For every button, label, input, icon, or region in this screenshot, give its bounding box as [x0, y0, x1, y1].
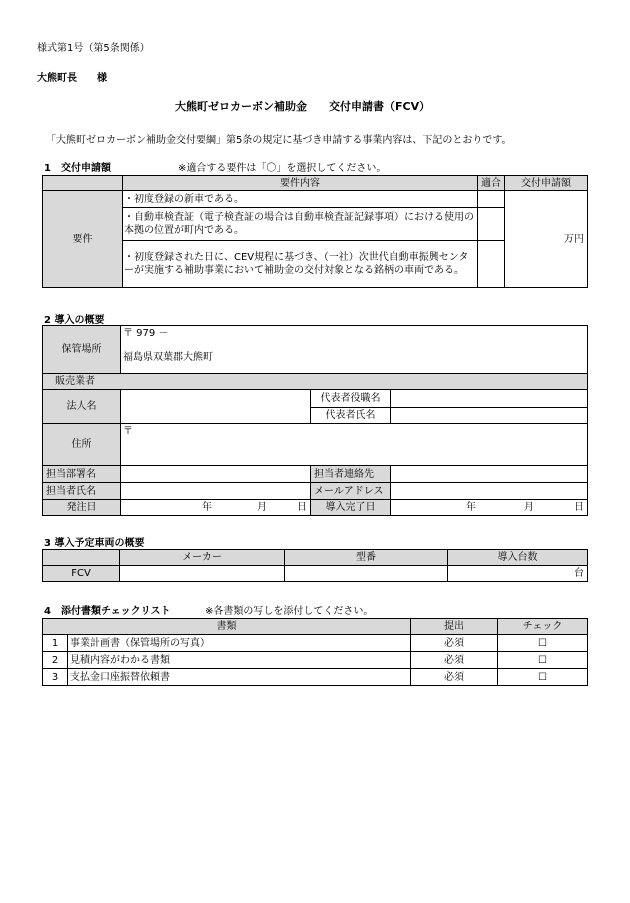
person-cell[interactable]	[121, 483, 311, 500]
doc-name: 事業計画書（保管場所の写真）	[68, 635, 411, 652]
requirements-table	[42, 175, 588, 288]
email-label: メールアドレス	[311, 483, 391, 500]
maker-header: メーカー	[120, 550, 285, 566]
checkbox[interactable]: ☐	[498, 669, 588, 686]
address-postal: 〒	[123, 426, 133, 437]
count-cell[interactable]	[448, 566, 588, 582]
fit-3-cell[interactable]	[478, 241, 505, 288]
amount-cell[interactable]	[505, 191, 588, 288]
vehicle-header-blank	[43, 550, 120, 566]
person-label: 担当者氏名	[43, 483, 121, 500]
storage-postal: 〒 979 －	[123, 328, 169, 339]
form-number: 様式第1号（第5条関係）	[37, 43, 150, 54]
doc-name: 支払金口座振替依頼書	[68, 669, 411, 686]
done-date-label: 導入完了日	[311, 500, 391, 516]
order-date-label: 発注日	[43, 500, 121, 516]
header-blank	[43, 176, 123, 191]
storage-cell[interactable]	[121, 326, 588, 374]
order-month: 月	[257, 502, 267, 513]
header-amount: 交付申請額	[505, 176, 588, 191]
model-cell[interactable]	[285, 566, 448, 582]
storage-address: 福島県双葉郡大熊町	[123, 352, 213, 363]
row-number: 2	[43, 652, 68, 669]
dealer-heading: 販売業者	[43, 374, 588, 390]
header-fit: 適合	[478, 176, 505, 191]
section4-note: ※各書類の写しを添付してください。	[205, 606, 374, 617]
done-date-cell[interactable]	[391, 500, 588, 516]
requirement-1: ・初度登録の新車である。	[123, 191, 478, 208]
corp-name-label: 法人名	[43, 390, 121, 424]
dept-cell[interactable]	[121, 466, 311, 483]
done-day: 日	[574, 502, 584, 513]
submit-header: 提出	[411, 619, 498, 635]
fit-1-cell[interactable]	[478, 191, 505, 208]
overview-table	[42, 325, 588, 516]
table-row	[43, 652, 588, 669]
requirements-label: 要件	[43, 191, 123, 288]
submit-status: 必須	[411, 669, 498, 686]
doc-name: 見積内容がわかる書類	[68, 652, 411, 669]
section2-heading: 2 導入の概要	[44, 315, 105, 326]
checkbox[interactable]: ☐	[498, 635, 588, 652]
vehicle-table	[42, 549, 588, 582]
submit-status: 必須	[411, 652, 498, 669]
page-title: 大熊町ゼロカーボン補助金 交付申請書（FCV）	[175, 100, 431, 113]
section1-note: ※適合する要件は「〇」を選択してください。	[178, 163, 387, 174]
fit-2-cell[interactable]	[478, 208, 505, 241]
section4-heading: 4 添付書類チェックリスト	[44, 606, 171, 617]
row-number: 1	[43, 635, 68, 652]
contact-label: 担当者連絡先	[311, 466, 391, 483]
corp-name-cell[interactable]	[121, 390, 311, 424]
count-header: 導入台数	[448, 550, 588, 566]
addressee: 大熊町長 様	[37, 73, 107, 84]
submit-status: 必須	[411, 635, 498, 652]
checkbox[interactable]: ☐	[498, 652, 588, 669]
amount-unit: 万円	[564, 233, 584, 245]
order-year: 年	[202, 502, 212, 513]
order-day: 日	[297, 502, 307, 513]
storage-label: 保管場所	[43, 326, 121, 374]
header-requirements: 要件内容	[123, 176, 478, 191]
requirement-2: ・自動車検査証（電子検査証の場合は自動車検査証記録事項）における使用の本拠の位置が町内である。	[123, 208, 478, 241]
section1-heading: 1 交付申請額	[44, 163, 111, 174]
intro-text: 「大熊町ゼロカーボン補助金交付要綱」第5条の規定に基づき申請する事業内容は、下記のとおりです。	[46, 135, 512, 146]
row-number: 3	[43, 669, 68, 686]
checklist-table	[42, 618, 588, 686]
table-row	[43, 635, 588, 652]
rep-name-label: 代表者氏名	[311, 408, 391, 424]
done-month: 月	[524, 502, 534, 513]
dept-label: 担当部署名	[43, 466, 121, 483]
doc-header: 書類	[43, 619, 411, 635]
done-year: 年	[466, 502, 476, 513]
rep-title-cell[interactable]	[391, 390, 588, 408]
address-label: 住所	[43, 424, 121, 466]
check-header: チェック	[498, 619, 588, 635]
address-cell[interactable]	[121, 424, 588, 466]
email-cell[interactable]	[391, 483, 588, 500]
rep-name-cell[interactable]	[391, 408, 588, 424]
count-unit: 台	[574, 568, 584, 579]
maker-cell[interactable]	[120, 566, 285, 582]
rep-title-label: 代表者役職名	[311, 390, 391, 408]
fcv-label: FCV	[43, 566, 120, 582]
order-date-cell[interactable]	[121, 500, 311, 516]
section3-heading: 3 導入予定車両の概要	[44, 538, 145, 549]
contact-cell[interactable]	[391, 466, 588, 483]
table-row	[43, 669, 588, 686]
requirement-3: ・初度登録された日に、CEV規程に基づき、（一社）次世代自動車振興センターが実施する補助事業において補助金の交付対象となる銘柄の車両である。	[123, 241, 478, 288]
model-header: 型番	[285, 550, 448, 566]
